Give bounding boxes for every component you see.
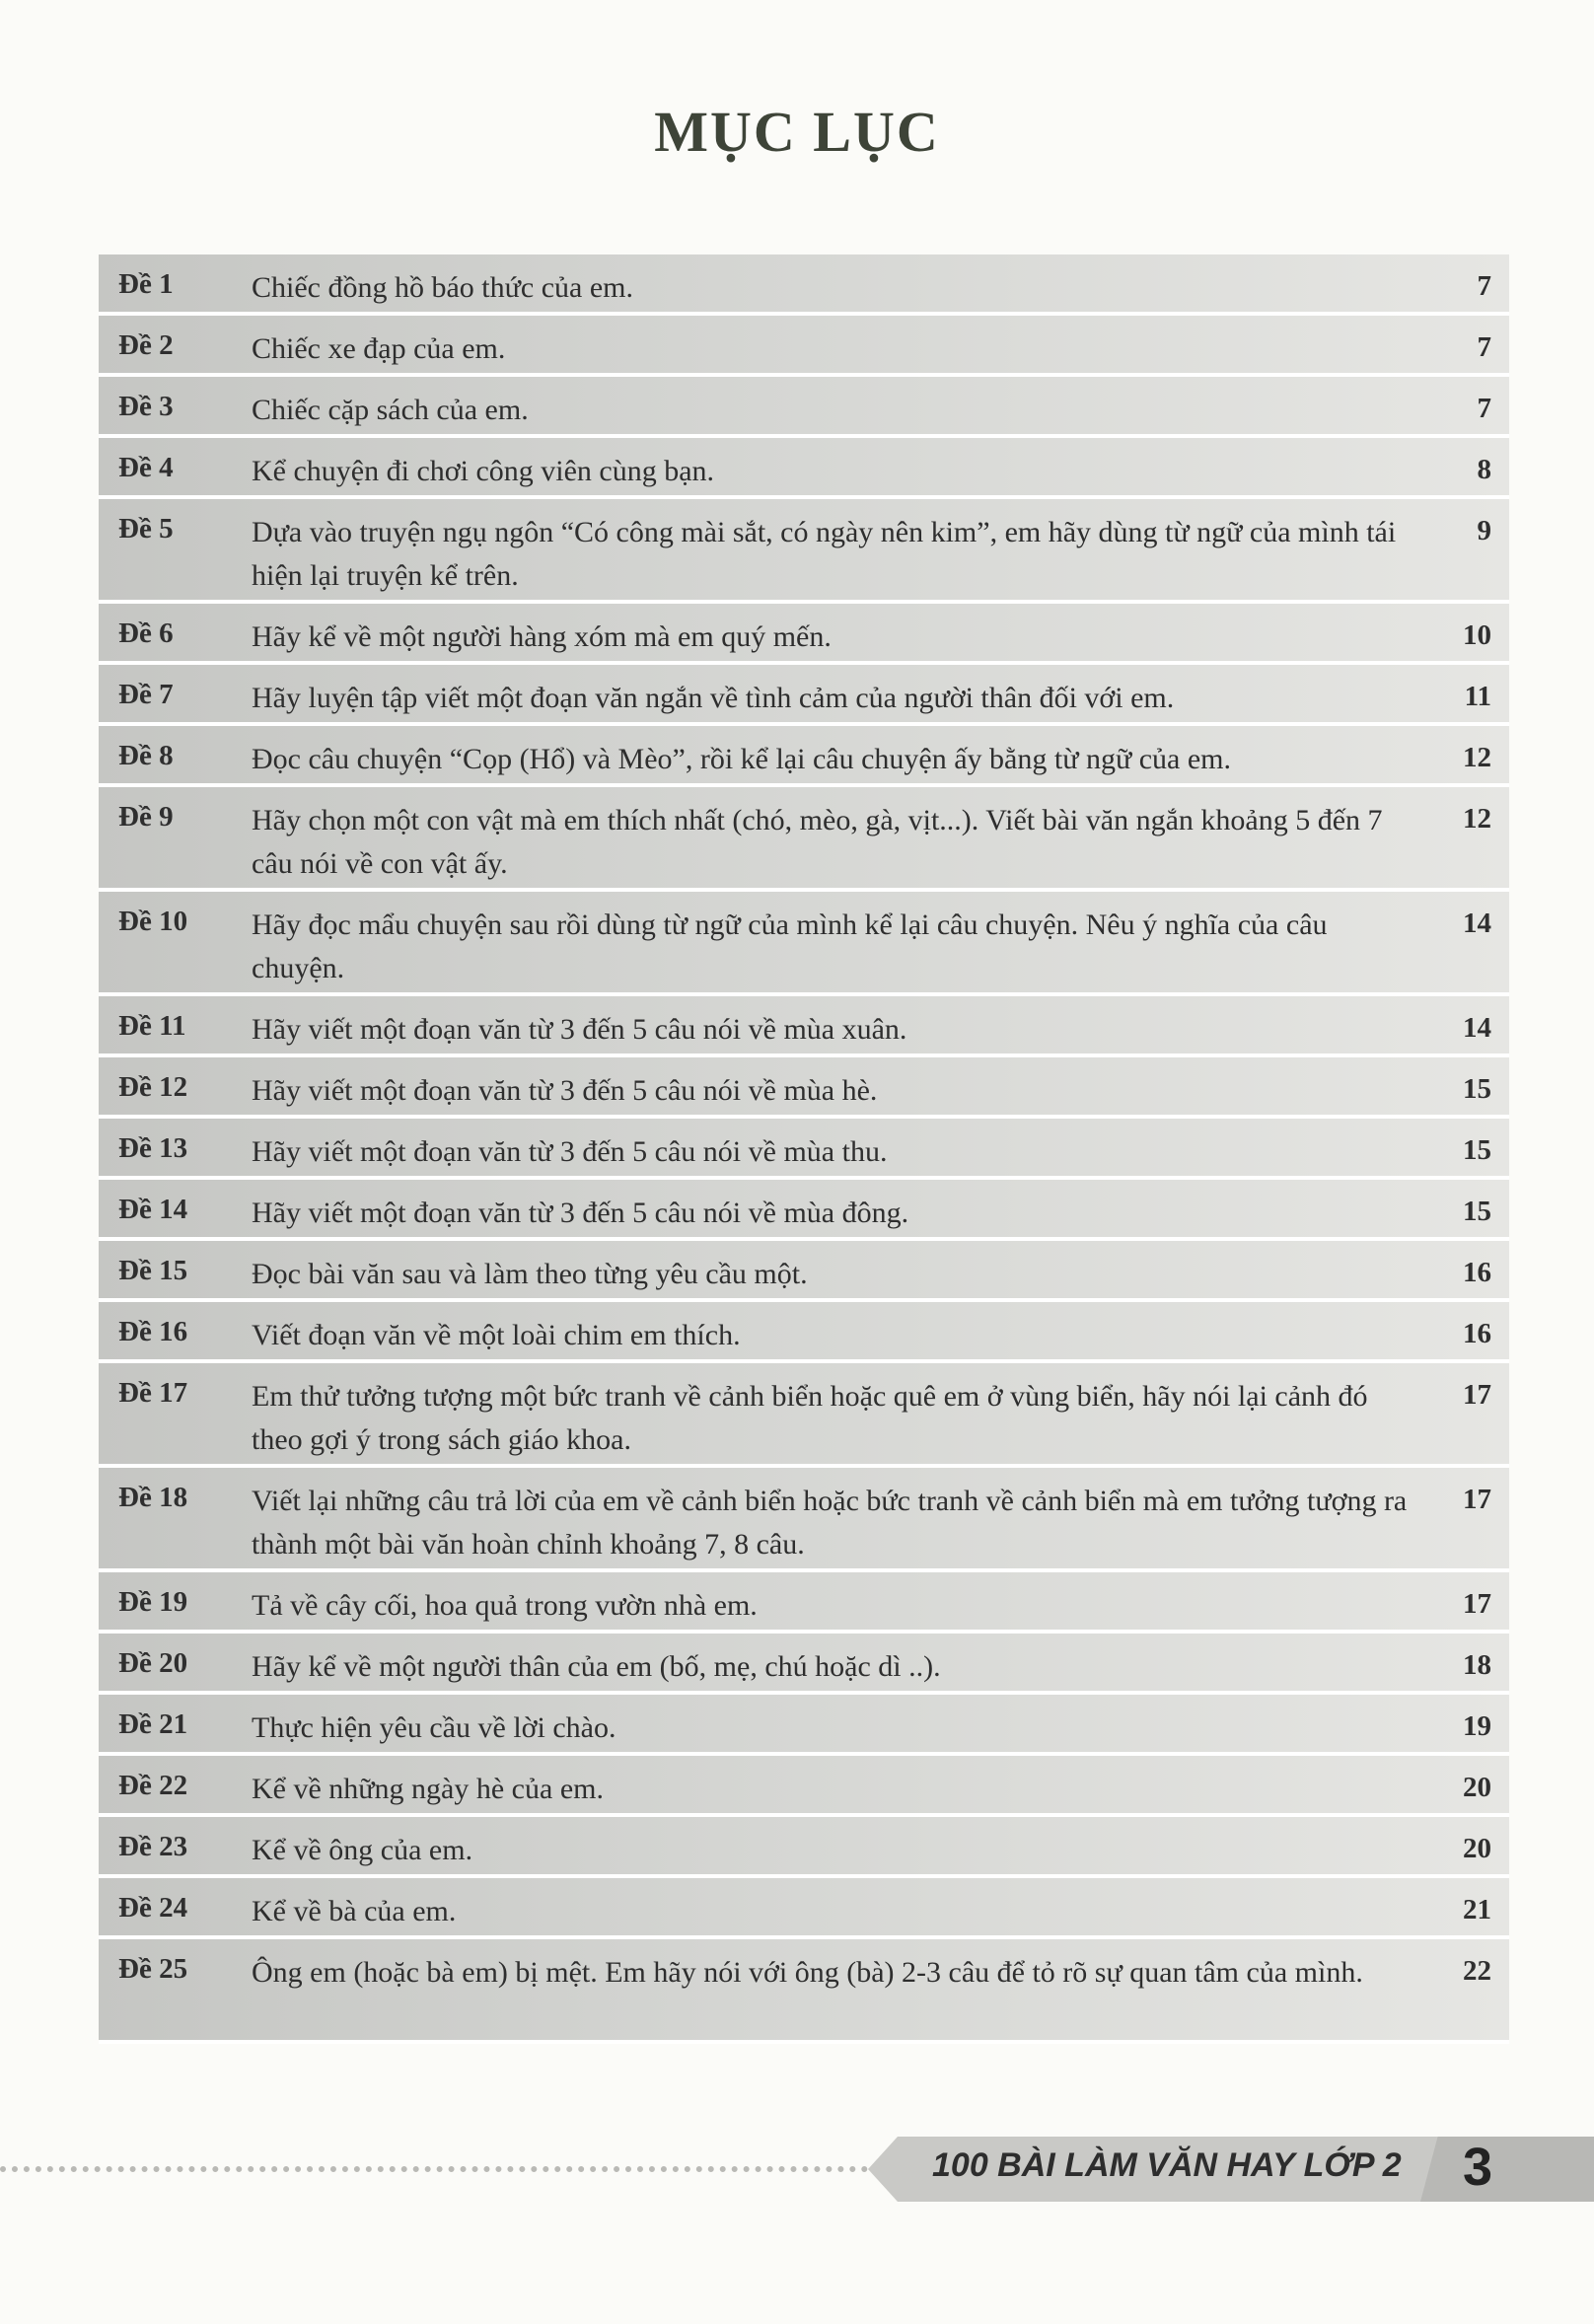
toc-row-page: 15 [1463,1073,1491,1105]
toc-row-page: 14 [1463,1012,1491,1044]
toc-row-page: 12 [1463,803,1491,835]
toc-row [99,892,1509,996]
toc-row-label: Đề 2 [118,329,174,361]
toc-row-title: Hãy chọn một con vật mà em thích nhất (chó, mèo, gà, vịt...). Viết bài văn ngắn khoảng 5 đến 7 câu nói về con vật ấy. [252,804,1383,880]
toc-row [99,1468,1509,1572]
toc-row-title: Ông em (hoặc bà em) bị mệt. Em hãy nói với ông (bà) 2-3 câu để tỏ rõ sự quan tâm của mình. [252,1956,1363,1989]
toc-row-page: 17 [1463,1484,1491,1515]
toc-row-title: Hãy viết một đoạn văn từ 3 đến 5 câu nói về mùa hè. [252,1074,878,1107]
toc-row-label: Đề 18 [118,1482,188,1513]
toc-row [99,1756,1509,1817]
toc-row-label: Đề 12 [118,1071,188,1103]
toc-row-label: Đề 14 [118,1194,188,1225]
toc-row-label: Đề 11 [118,1010,186,1042]
toc-row [99,1572,1509,1634]
toc-row-label: Đề 1 [118,268,174,300]
toc-row-title: Tả về cây cối, hoa quả trong vườn nhà em. [252,1589,758,1622]
toc-row-page: 14 [1463,908,1491,939]
toc-row-page: 15 [1463,1196,1491,1227]
page-title: MỤC LỤC [654,100,940,164]
toc-row-page: 16 [1463,1318,1491,1349]
toc-row-label: Đề 6 [118,617,174,649]
toc-row [99,1634,1509,1695]
toc-row-page: 7 [1477,393,1491,424]
toc-row [99,316,1509,377]
toc-row-title: Hãy viết một đoạn văn từ 3 đến 5 câu nói về mùa đông. [252,1197,909,1229]
toc-row-title: Viết đoạn văn về một loài chim em thích. [252,1319,741,1351]
toc-row [99,996,1509,1057]
toc-row-title: Hãy viết một đoạn văn từ 3 đến 5 câu nói về mùa xuân. [252,1013,907,1046]
toc-row-label: Đề 20 [118,1647,188,1679]
toc-row-page: 11 [1464,681,1491,712]
toc-row-label: Đề 5 [118,513,174,545]
toc-row-label: Đề 23 [118,1831,188,1862]
toc-row-page: 18 [1463,1649,1491,1681]
toc-row [99,1241,1509,1302]
toc-row [99,787,1509,892]
toc-row-page: 7 [1477,270,1491,302]
toc-row [99,1363,1509,1468]
toc-row-title: Viết lại những câu trả lời của em về cảnh biển hoặc bức tranh về cảnh biển mà em tưởng tượng ra thành một bài văn hoàn chỉnh khoảng 7, 8 câu. [252,1485,1408,1561]
toc-row-page: 17 [1463,1588,1491,1620]
toc-row-title: Thực hiện yêu cầu về lời chào. [252,1711,616,1744]
toc-row-label: Đề 22 [118,1770,188,1801]
footer-dotted-line [0,2166,868,2172]
toc-row-page: 16 [1463,1257,1491,1288]
toc-row-title: Hãy viết một đoạn văn từ 3 đến 5 câu nói về mùa thu. [252,1135,888,1168]
toc-row [99,726,1509,787]
toc-row-title: Chiếc đồng hồ báo thức của em. [252,271,633,304]
toc-row-page: 22 [1463,1955,1491,1987]
toc-row-label: Đề 21 [118,1708,188,1740]
toc-row-label: Đề 24 [118,1892,188,1924]
toc-row-title: Dựa vào truyện ngụ ngôn “Có công mài sắt, có ngày nên kim”, em hãy dùng từ ngữ của mình tái hiện lại truyện kể trên. [252,516,1397,592]
toc-row-title: Chiếc cặp sách của em. [252,394,529,426]
table-of-contents [99,254,1509,2044]
toc-row-title: Kể về những ngày hè của em. [252,1773,604,1805]
toc-row-label: Đề 15 [118,1255,188,1286]
toc-row-label: Đề 3 [118,391,174,422]
toc-row-page: 17 [1463,1379,1491,1411]
toc-row [99,1057,1509,1119]
toc-row-label: Đề 25 [118,1953,188,1985]
toc-row-title: Hãy đọc mẩu chuyện sau rồi dùng từ ngữ của mình kể lại câu chuyện. Nêu ý nghĩa của câu chuyện. [252,908,1328,984]
toc-row-title: Chiếc xe đạp của em. [252,332,506,365]
footer-page-tab [1420,2137,1594,2202]
toc-row-page: 9 [1477,515,1491,546]
toc-row [99,1878,1509,1939]
toc-row [99,499,1509,604]
toc-row-label: Đề 19 [118,1586,188,1618]
toc-row-label: Đề 9 [118,801,174,833]
toc-row-title: Em thử tưởng tượng một bức tranh về cảnh biển hoặc quê em ở vùng biển, hãy nói lại cảnh đó theo gợi ý trong sách giáo khoa. [252,1380,1368,1456]
toc-row [99,1302,1509,1363]
toc-row-label: Đề 17 [118,1377,188,1409]
toc-row-title: Hãy kể về một người thân của em (bố, mẹ, chú hoặc dì ..). [252,1650,941,1683]
toc-row-page: 15 [1463,1134,1491,1166]
toc-row-page: 19 [1463,1710,1491,1742]
toc-row-label: Đề 8 [118,740,174,771]
toc-row [99,438,1509,499]
toc-row-page: 20 [1463,1772,1491,1803]
toc-row-title: Hãy kể về một người hàng xóm mà em quý mến. [252,620,832,653]
toc-row [99,1119,1509,1180]
toc-row-title: Kể về ông của em. [252,1834,473,1866]
toc-row-title: Đọc bài văn sau và làm theo từng yêu cầu một. [252,1258,808,1290]
toc-row-label: Đề 13 [118,1132,188,1164]
toc-row-title: Kể chuyện đi chơi công viên cùng bạn. [252,455,715,487]
toc-row-page: 10 [1463,619,1491,651]
toc-row [99,604,1509,665]
footer-page-number: 3 [1462,2138,1493,2197]
toc-row-page: 12 [1463,742,1491,773]
toc-row [99,1180,1509,1241]
toc-row [99,1817,1509,1878]
toc-row-label: Đề 16 [118,1316,188,1347]
toc-row-label: Đề 7 [118,679,174,710]
toc-row-label: Đề 10 [118,906,188,937]
toc-row [99,1695,1509,1756]
toc-row-title: Kể về bà của em. [252,1895,457,1927]
toc-row-label: Đề 4 [118,452,174,483]
toc-row-title: Đọc câu chuyện “Cọp (Hổ) và Mèo”, rồi kể lại câu chuyện ấy bằng từ ngữ của em. [252,743,1231,775]
toc-row [99,665,1509,726]
toc-row [99,254,1509,316]
toc-row-page: 7 [1477,331,1491,363]
toc-row-page: 20 [1463,1833,1491,1864]
toc-row [99,377,1509,438]
footer-book-title: 100 BÀI LÀM VĂN HAY LỚP 2 [932,2146,1402,2184]
toc-row [99,1939,1509,2044]
toc-row-page: 8 [1477,454,1491,485]
toc-row-title: Hãy luyện tập viết một đoạn văn ngắn về tình cảm của người thân đối với em. [252,682,1175,714]
toc-row-page: 21 [1463,1894,1491,1925]
